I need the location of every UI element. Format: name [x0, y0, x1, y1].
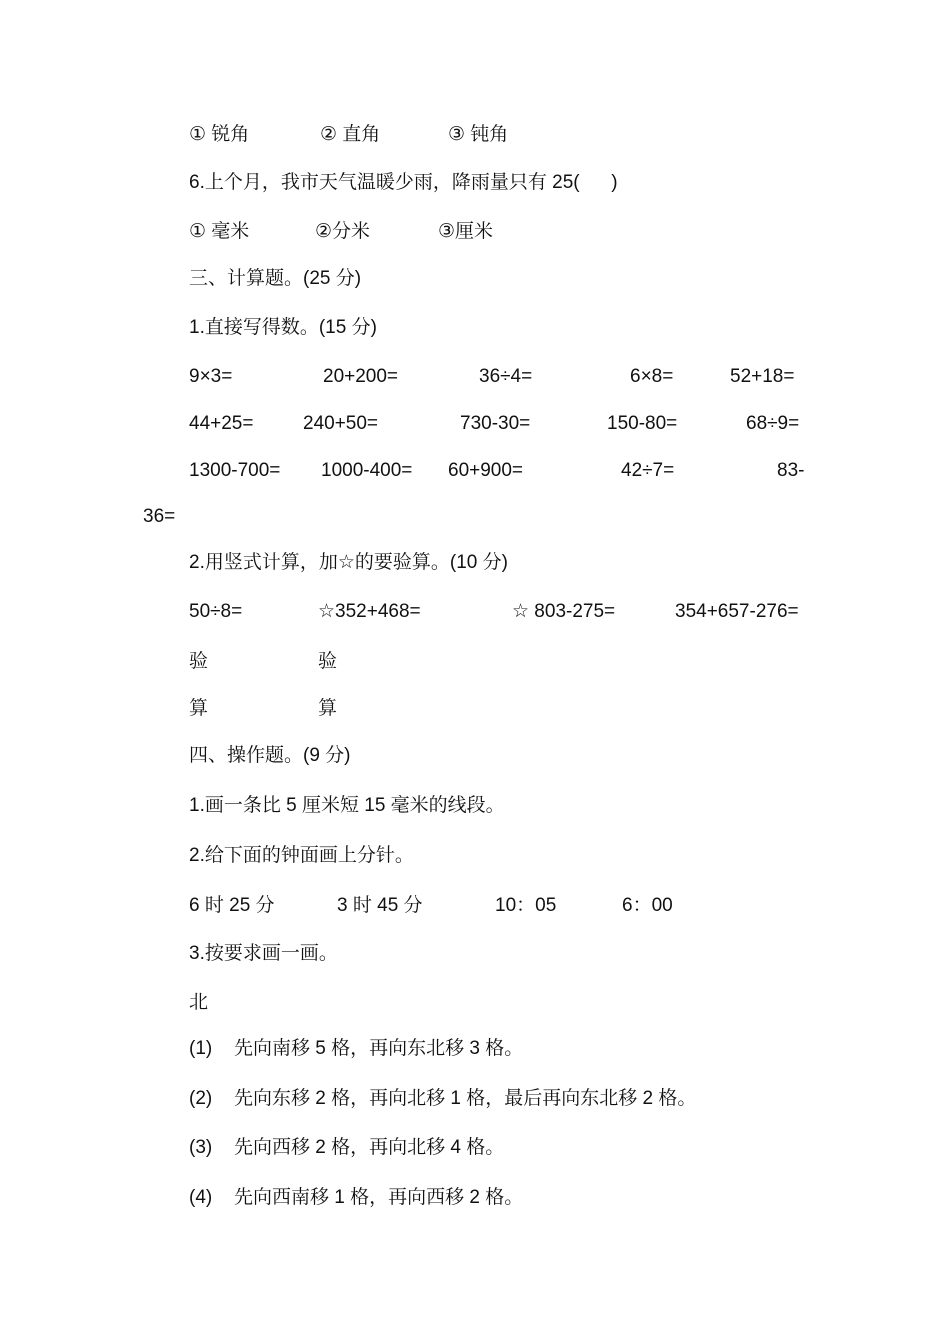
calc-item: 36÷4= — [479, 366, 533, 387]
step-text: 先向西移 2 格，再向北移 4 格。 — [234, 1137, 505, 1158]
step-number: (1) — [189, 1038, 213, 1059]
calc-item: 6×8= — [630, 366, 674, 387]
calc-item: 60+900= — [448, 460, 524, 481]
section4-q2: 2.给下面的钟面画上分针。 — [189, 845, 414, 866]
check-label: 算 — [189, 698, 209, 719]
calc-item: 730-30= — [460, 413, 531, 434]
check-label: 算 — [318, 698, 338, 719]
calc-item: 150-80= — [607, 413, 678, 434]
section4-title: 四、操作题。(9 分) — [189, 745, 351, 766]
step-text: 先向东移 2 格，再向北移 1 格，最后再向东北移 2 格。 — [234, 1088, 697, 1109]
q5-option-3: ③ 钝角 — [448, 124, 509, 145]
section4-q3: 3.按要求画一画。 — [189, 943, 338, 964]
q5-option-1: ① 锐角 — [189, 124, 250, 145]
section3-title: 三、计算题。(25 分) — [189, 268, 362, 289]
calc-item: 83- — [777, 460, 805, 481]
vertical-calc-item: ☆352+468= — [318, 601, 421, 622]
q6-option-2: ②分米 — [315, 221, 371, 242]
q6-text: 6.上个月，我市天气温暖少雨，降雨量只有 25( ) — [189, 172, 618, 193]
calc-item-wrap: 36= — [143, 506, 176, 527]
calc-item: 20+200= — [323, 366, 399, 387]
calc-item: 68÷9= — [746, 413, 800, 434]
north-label: 北 — [189, 992, 209, 1013]
calc-item: 44+25= — [189, 413, 254, 434]
check-label: 验 — [318, 651, 338, 672]
calc-item: 42÷7= — [621, 460, 675, 481]
step-text: 先向西南移 1 格，再向西移 2 格。 — [234, 1187, 524, 1208]
calc-item: 1000-400= — [321, 460, 413, 481]
calc-item: 52+18= — [730, 366, 795, 387]
vertical-calc-item: 354+657-276= — [675, 601, 799, 622]
clock-time: 6：00 — [622, 895, 673, 916]
section3-part1-title: 1.直接写得数。(15 分) — [189, 317, 377, 338]
check-label: 验 — [189, 651, 209, 672]
calc-item: 240+50= — [303, 413, 379, 434]
q6-option-3: ③厘米 — [438, 221, 494, 242]
step-number: (2) — [189, 1088, 213, 1109]
q6-option-1: ① 毫米 — [189, 221, 250, 242]
calc-item: 1300-700= — [189, 460, 281, 481]
q5-option-2: ② 直角 — [320, 124, 381, 145]
clock-time: 3 时 45 分 — [337, 895, 423, 916]
calc-item: 9×3= — [189, 366, 233, 387]
vertical-calc-item: ☆ 803-275= — [512, 601, 616, 622]
step-number: (3) — [189, 1137, 213, 1158]
clock-time: 6 时 25 分 — [189, 895, 275, 916]
step-number: (4) — [189, 1187, 213, 1208]
step-text: 先向南移 5 格，再向东北移 3 格。 — [234, 1038, 524, 1059]
section3-part2-title: 2.用竖式计算，加☆的要验算。(10 分) — [189, 552, 508, 573]
clock-time: 10：05 — [495, 895, 557, 916]
section4-q1: 1.画一条比 5 厘米短 15 毫米的线段。 — [189, 795, 505, 816]
vertical-calc-item: 50÷8= — [189, 601, 243, 622]
